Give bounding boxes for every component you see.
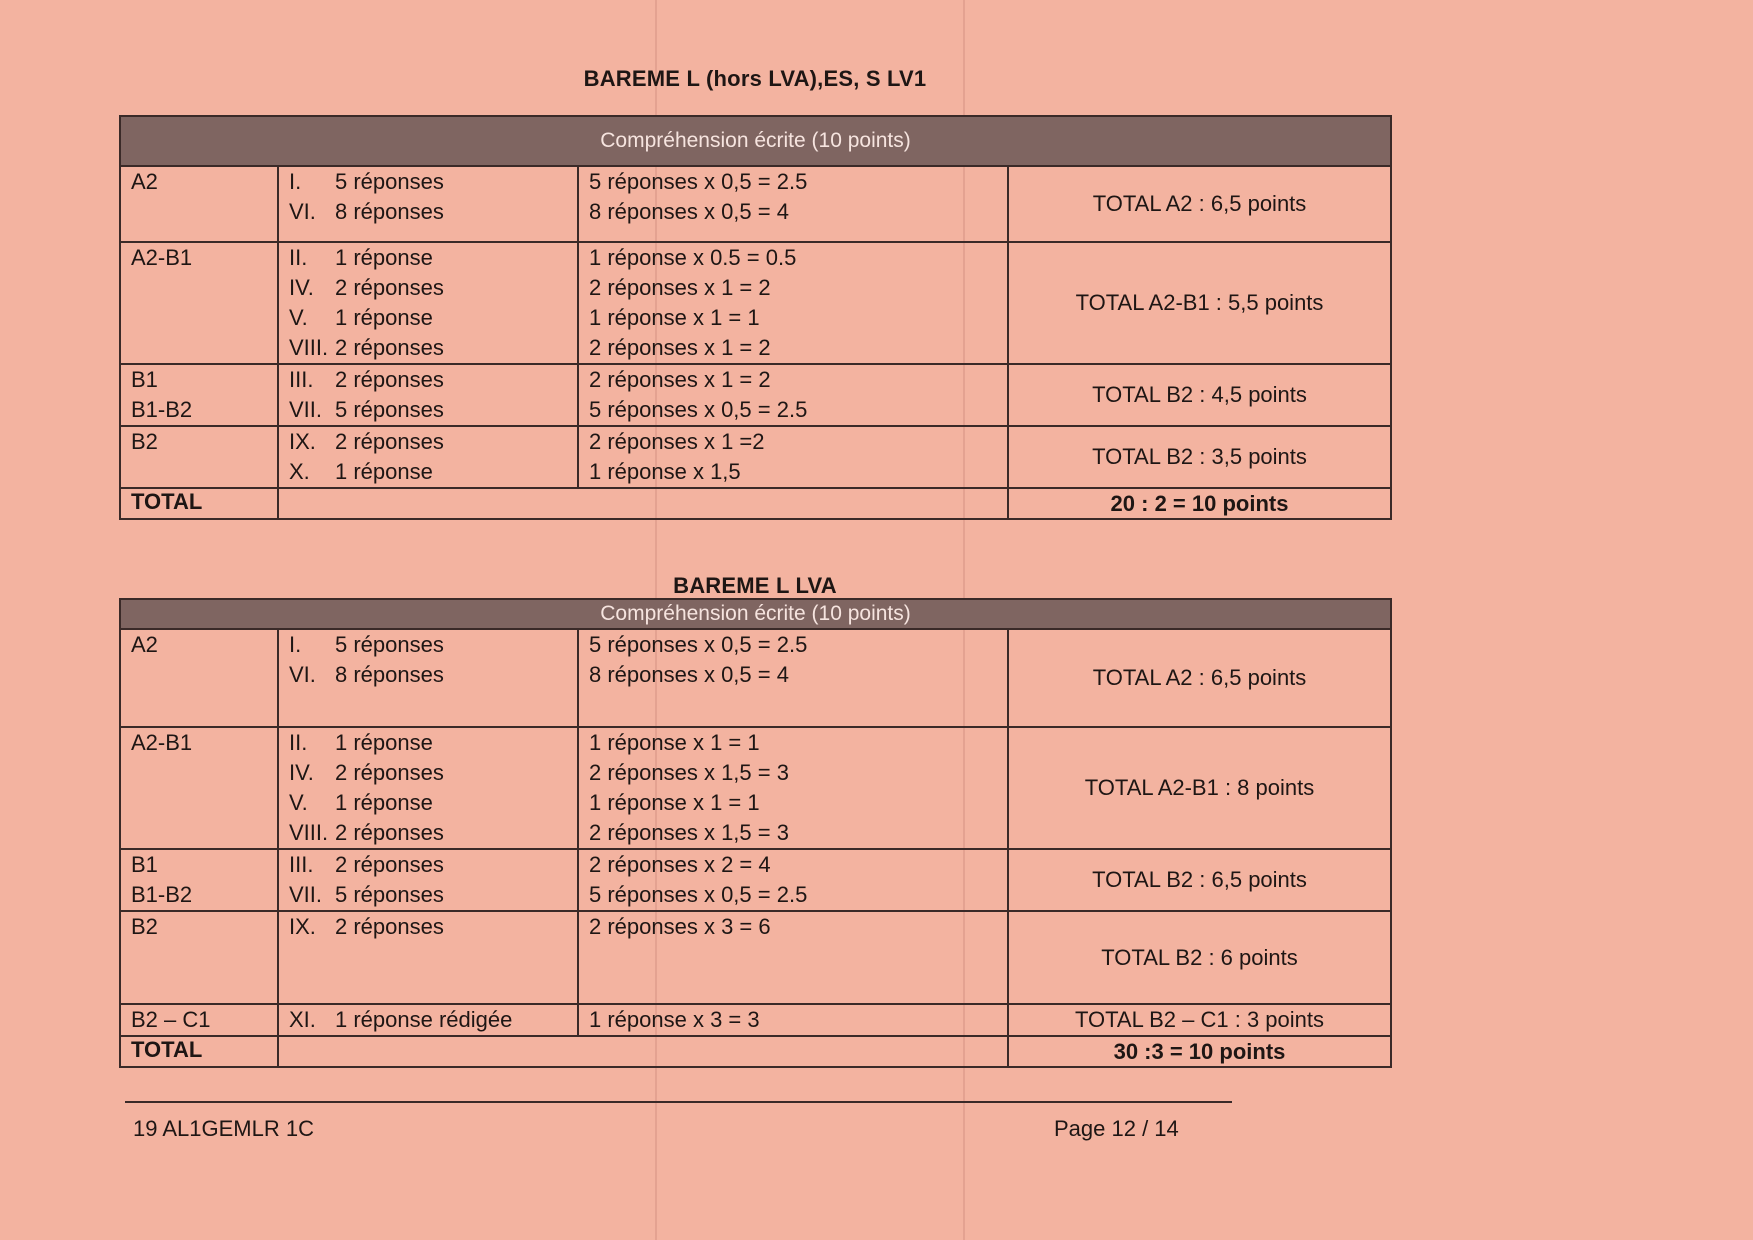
level-cell (120, 242, 278, 364)
level-label: B1-B2 (131, 397, 193, 422)
level-label: B2 (131, 429, 158, 454)
table-row (120, 849, 1391, 911)
calculation-line: 1 réponse x 0.5 = 0.5 (589, 245, 797, 270)
calculation-line: 5 réponses x 0,5 = 2.5 (589, 169, 808, 194)
total-label: TOTAL (120, 488, 278, 519)
item-answers: 1 réponse (335, 730, 433, 755)
item-answers: 2 réponses (335, 852, 444, 877)
level-cell (120, 1004, 278, 1036)
calculation-line: 2 réponses x 1 = 2 (589, 275, 771, 300)
item-numeral: IV. (289, 275, 314, 300)
level-label: A2 (131, 632, 158, 657)
item-line (289, 818, 567, 848)
calculation-line: 2 réponses x 3 = 6 (589, 914, 771, 939)
level-cell (120, 166, 278, 242)
level-label: B2 – C1 (131, 1007, 211, 1032)
calculation-line: 1 réponse x 3 = 3 (589, 1007, 760, 1032)
level-cell (120, 849, 278, 911)
total-row (120, 1036, 1391, 1067)
item-answers: 2 réponses (335, 914, 444, 939)
calculation-line: 5 réponses x 0,5 = 2.5 (589, 882, 808, 907)
level-total: TOTAL B2 : 6 points (1008, 911, 1391, 1004)
level-label: B1 (131, 367, 158, 392)
item-numeral: VII. (289, 882, 323, 907)
item-answers: 1 réponse rédigée (335, 1007, 513, 1032)
level-total: TOTAL A2-B1 : 8 points (1008, 727, 1391, 849)
calculation-line: 2 réponses x 2 = 4 (589, 852, 771, 877)
item-numeral: X. (289, 459, 310, 484)
table-row (120, 911, 1391, 1004)
total-empty-cell (278, 488, 1008, 519)
table-row (120, 166, 1391, 242)
level-label: A2-B1 (131, 730, 193, 755)
document-code: 19 AL1GEMLR 1C (133, 1116, 314, 1141)
calculation-line: 1 réponse x 1 = 1 (589, 305, 760, 330)
table-row (120, 727, 1391, 849)
item-line (289, 457, 567, 487)
level-label: B1-B2 (131, 882, 193, 907)
table-1-title: BAREME L (hors LVA),ES, S LV1 (583, 66, 927, 91)
item-numeral: V. (289, 305, 308, 330)
item-line (289, 273, 567, 303)
items-cell (278, 911, 578, 1004)
item-line (289, 728, 567, 758)
item-numeral: IX. (289, 914, 316, 939)
item-numeral: II. (289, 730, 308, 755)
item-answers: 5 réponses (335, 632, 444, 657)
item-numeral: VI. (289, 199, 316, 224)
calculation-cell (578, 364, 1008, 426)
calculation-line: 5 réponses x 0,5 = 2.5 (589, 632, 808, 657)
calculation-cell (578, 911, 1008, 1004)
item-line (289, 197, 567, 227)
item-answers: 8 réponses (335, 199, 444, 224)
table-row (120, 364, 1391, 426)
calculation-line: 8 réponses x 0,5 = 4 (589, 662, 789, 687)
grand-total: 20 : 2 = 10 points (1008, 488, 1391, 519)
items-cell (278, 364, 578, 426)
level-label: B2 (131, 914, 158, 939)
level-cell (120, 426, 278, 488)
total-label: TOTAL (120, 1036, 278, 1067)
item-answers: 1 réponse (335, 245, 433, 270)
item-numeral: III. (289, 852, 314, 877)
level-label: A2-B1 (131, 245, 193, 270)
items-cell (278, 166, 578, 242)
calculation-line: 5 réponses x 0,5 = 2.5 (589, 397, 808, 422)
item-numeral: XI. (289, 1007, 316, 1032)
table-row (120, 242, 1391, 364)
calculation-cell (578, 629, 1008, 727)
item-numeral: VIII. (289, 335, 329, 360)
item-line (289, 788, 567, 818)
item-answers: 1 réponse (335, 790, 433, 815)
level-total: TOTAL A2 : 6,5 points (1008, 629, 1391, 727)
item-answers: 2 réponses (335, 335, 444, 360)
item-line (289, 365, 567, 395)
item-line (289, 630, 567, 660)
level-total: TOTAL B2 : 4,5 points (1008, 364, 1391, 426)
level-total: TOTAL B2 : 3,5 points (1008, 426, 1391, 488)
level-total: TOTAL B2 – C1 : 3 points (1008, 1004, 1391, 1036)
total-empty-cell (278, 1036, 1008, 1067)
item-numeral: IV. (289, 760, 314, 785)
calculation-line: 8 réponses x 0,5 = 4 (589, 199, 789, 224)
level-cell (120, 911, 278, 1004)
level-total: TOTAL A2 : 6,5 points (1008, 166, 1391, 242)
bareme-table-1 (119, 115, 1392, 520)
item-line (289, 167, 567, 197)
calculation-cell (578, 849, 1008, 911)
items-cell (278, 1004, 578, 1036)
level-total: TOTAL A2-B1 : 5,5 points (1008, 242, 1391, 364)
page-number: Page 12 / 14 (1054, 1116, 1179, 1141)
item-answers: 5 réponses (335, 169, 444, 194)
item-answers: 2 réponses (335, 820, 444, 845)
item-line (289, 333, 567, 363)
calculation-line: 2 réponses x 1 = 2 (589, 367, 771, 392)
item-numeral: I. (289, 169, 302, 194)
calculation-cell (578, 242, 1008, 364)
items-cell (278, 849, 578, 911)
section-header: Compréhension écrite (10 points) (120, 116, 1391, 166)
item-answers: 5 réponses (335, 882, 444, 907)
item-answers: 8 réponses (335, 662, 444, 687)
item-line (289, 850, 567, 880)
item-line (289, 243, 567, 273)
item-answers: 2 réponses (335, 367, 444, 392)
section-header: Compréhension écrite (10 points) (120, 599, 1391, 629)
calculation-line: 2 réponses x 1 =2 (589, 429, 765, 454)
level-cell (120, 727, 278, 849)
total-row (120, 488, 1391, 519)
item-answers: 2 réponses (335, 429, 444, 454)
level-label: B1 (131, 852, 158, 877)
items-cell (278, 629, 578, 727)
item-line (289, 1005, 567, 1035)
bareme-table-2 (119, 598, 1392, 1068)
calculation-cell (578, 1004, 1008, 1036)
level-cell (120, 364, 278, 426)
items-cell (278, 727, 578, 849)
item-answers: 1 réponse (335, 459, 433, 484)
item-line (289, 880, 567, 910)
header-row (120, 116, 1391, 166)
calculation-line: 2 réponses x 1 = 2 (589, 335, 771, 360)
table-2-title: BAREME L LVA (673, 573, 837, 598)
calculation-line: 2 réponses x 1,5 = 3 (589, 820, 789, 845)
item-line (289, 758, 567, 788)
item-answers: 2 réponses (335, 760, 444, 785)
item-numeral: III. (289, 367, 314, 392)
item-answers: 2 réponses (335, 275, 444, 300)
level-label: A2 (131, 169, 158, 194)
header-row (120, 599, 1391, 629)
table-row (120, 426, 1391, 488)
item-line (289, 427, 567, 457)
item-numeral: VIII. (289, 820, 329, 845)
item-numeral: VI. (289, 662, 316, 687)
table-row (120, 629, 1391, 727)
item-answers: 5 réponses (335, 397, 444, 422)
item-numeral: V. (289, 790, 308, 815)
item-line (289, 303, 567, 333)
calculation-line: 1 réponse x 1,5 (589, 459, 741, 484)
calculation-cell (578, 166, 1008, 242)
item-line (289, 912, 567, 942)
item-numeral: I. (289, 632, 302, 657)
item-line (289, 395, 567, 425)
item-numeral: VII. (289, 397, 323, 422)
calculation-cell (578, 426, 1008, 488)
table-row (120, 1004, 1391, 1036)
item-line (289, 660, 567, 690)
level-total: TOTAL B2 : 6,5 points (1008, 849, 1391, 911)
calculation-line: 2 réponses x 1,5 = 3 (589, 760, 789, 785)
level-cell (120, 629, 278, 727)
item-answers: 1 réponse (335, 305, 433, 330)
grand-total: 30 :3 = 10 points (1008, 1036, 1391, 1067)
items-cell (278, 242, 578, 364)
items-cell (278, 426, 578, 488)
calculation-line: 1 réponse x 1 = 1 (589, 790, 760, 815)
calculation-cell (578, 727, 1008, 849)
item-numeral: IX. (289, 429, 316, 454)
item-numeral: II. (289, 245, 308, 270)
calculation-line: 1 réponse x 1 = 1 (589, 730, 760, 755)
footer-rule (125, 1101, 1232, 1103)
